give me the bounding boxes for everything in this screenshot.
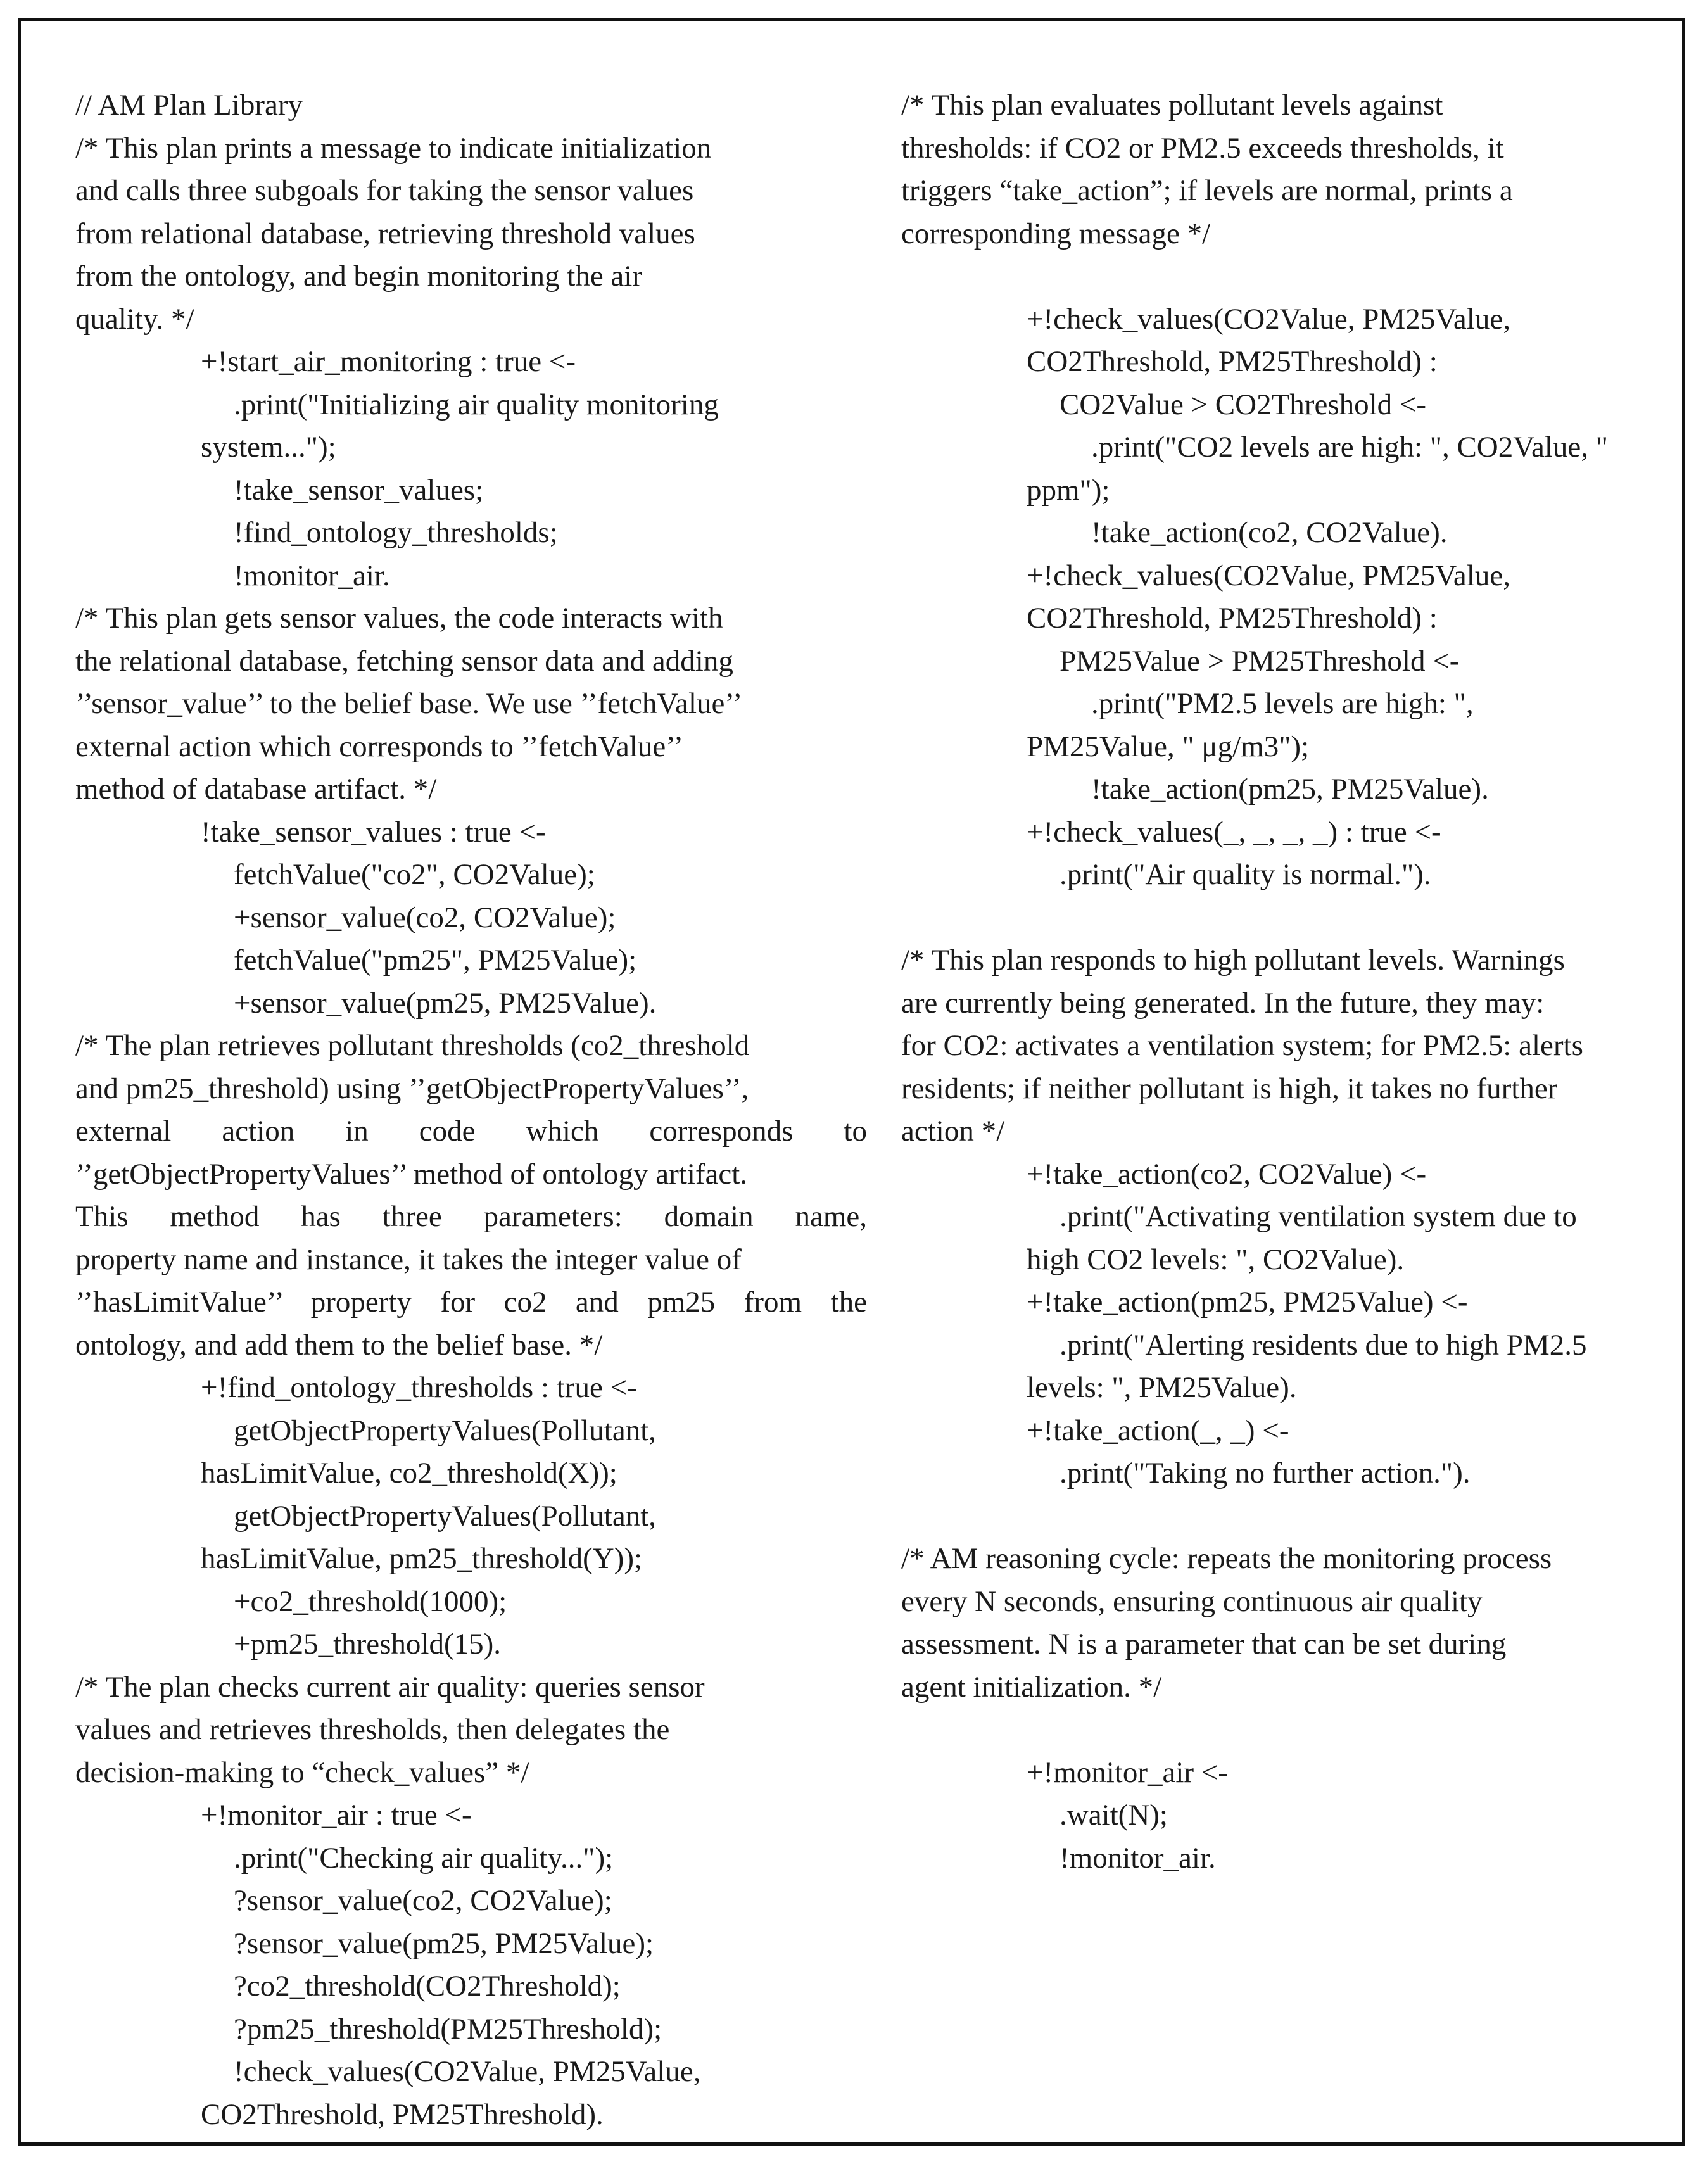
code-line: .print("Air quality is normal.").	[1060, 858, 1431, 891]
code-line: PM25Value, " μg/m3");	[1027, 730, 1310, 763]
code-line: +co2_threshold(1000);	[234, 1585, 507, 1618]
blank-line	[901, 1709, 1693, 1752]
code-line: method of database artifact. */	[75, 773, 437, 806]
code-line: the relational database, fetching sensor data and adding	[75, 644, 733, 678]
code-line: CO2Threshold, PM25Threshold).	[201, 2098, 604, 2131]
code-line: +!check_values(CO2Value, PM25Value,	[1027, 302, 1510, 336]
code-line: and pm25_threshold) using ’’getObjectPropertyValues’’,	[75, 1072, 749, 1105]
code-line: /* This plan evaluates pollutant levels against	[901, 89, 1443, 122]
code-line: /* The plan checks current air quality: queries sensor	[75, 1670, 705, 1704]
code-line: external action which corresponds to ’’fetchValue’’	[75, 730, 684, 763]
code-line: .print("PM2.5 levels are high: ",	[1091, 687, 1474, 720]
code-line: +sensor_value(pm25, PM25Value).	[234, 986, 657, 1020]
code-line: !take_sensor_values : true <-	[201, 815, 546, 849]
code-line: CO2Threshold, PM25Threshold) :	[1027, 602, 1438, 635]
code-line: /* This plan prints a message to indicate initialization	[75, 131, 712, 165]
right-column	[901, 84, 1693, 1880]
code-line: ?sensor_value(pm25, PM25Value);	[234, 1927, 654, 1960]
blank-line	[901, 255, 1693, 298]
code-line: .print("Alerting residents due to high PM2.5	[1060, 1328, 1587, 1362]
code-line: agent initialization. */	[901, 1670, 1162, 1704]
code-line: /* This plan responds to high pollutant levels. Warnings	[901, 944, 1565, 977]
code-line: +sensor_value(co2, CO2Value);	[234, 901, 616, 934]
code-line: +!take_action(_, _) <-	[1027, 1414, 1289, 1447]
code-line: ontology, and add them to the belief base. */	[75, 1328, 603, 1362]
code-line: ’’getObjectPropertyValues’’ method of ontology artifact.	[75, 1157, 748, 1191]
code-line: +!find_ontology_thresholds : true <-	[201, 1371, 637, 1404]
code-line: hasLimitValue, pm25_threshold(Y));	[201, 1542, 643, 1575]
code-line: external action in code which corresponds to	[75, 1115, 867, 1148]
code-line: +!take_action(pm25, PM25Value) <-	[1027, 1286, 1468, 1319]
code-line: CO2Value > CO2Threshold <-	[1060, 388, 1427, 421]
code-line: ?pm25_threshold(PM25Threshold);	[234, 2012, 662, 2046]
code-line: .print("Activating ventilation system due to	[1060, 1200, 1577, 1233]
code-line: +!check_values(CO2Value, PM25Value,	[1027, 559, 1510, 592]
code-line: are currently being generated. In the future, they may:	[901, 986, 1545, 1020]
code-line: thresholds: if CO2 or PM2.5 exceeds thresholds, it	[901, 131, 1504, 165]
code-line: +pm25_threshold(15).	[234, 1628, 502, 1661]
code-line: !find_ontology_thresholds;	[234, 516, 558, 549]
code-line: +!monitor_air <-	[1027, 1756, 1228, 1789]
code-line: CO2Threshold, PM25Threshold) :	[1027, 345, 1438, 378]
code-line: corresponding message */	[901, 217, 1211, 250]
code-line: This method has three parameters: domain name,	[75, 1200, 867, 1233]
left-column	[75, 84, 867, 2136]
code-line: .print("Checking air quality...");	[234, 1841, 614, 1875]
code-line: /* AM reasoning cycle: repeats the monitoring process	[901, 1542, 1552, 1575]
code-line: ?sensor_value(co2, CO2Value);	[234, 1884, 612, 1917]
code-line: fetchValue("pm25", PM25Value);	[234, 944, 637, 977]
code-line: for CO2: activates a ventilation system; for PM2.5: alerts	[901, 1029, 1583, 1062]
code-line: and calls three subgoals for taking the sensor values	[75, 174, 694, 207]
code-line: fetchValue("co2", CO2Value);	[234, 858, 595, 891]
code-line: ’’hasLimitValue’’ property for co2 and pm25 from the	[75, 1286, 867, 1319]
blank-line	[901, 897, 1693, 940]
code-line: high CO2 levels: ", CO2Value).	[1027, 1243, 1405, 1276]
code-line: !take_sensor_values;	[234, 473, 484, 507]
code-line: +!check_values(_, _, _, _) : true <-	[1027, 815, 1441, 849]
code-line: ?co2_threshold(CO2Threshold);	[234, 1970, 621, 2003]
code-line: ’’sensor_value’’ to the belief base. We use ’’fetchValue’’	[75, 687, 743, 720]
code-line: hasLimitValue, co2_threshold(X));	[201, 1457, 617, 1490]
code-line: .print("CO2 levels are high: ", CO2Value, "	[1091, 431, 1608, 464]
blank-line	[901, 1495, 1693, 1538]
code-line: /* The plan retrieves pollutant thresholds (co2_threshold	[75, 1029, 750, 1062]
code-line: levels: ", PM25Value).	[1027, 1371, 1297, 1404]
code-line: getObjectPropertyValues(Pollutant,	[234, 1499, 656, 1533]
code-line: ppm");	[1027, 473, 1110, 507]
code-line: !take_action(pm25, PM25Value).	[1091, 773, 1489, 806]
code-line: getObjectPropertyValues(Pollutant,	[234, 1414, 656, 1447]
code-line: +!start_air_monitoring : true <-	[201, 345, 576, 378]
code-line: from relational database, retrieving threshold values	[75, 217, 695, 250]
code-line: decision-making to “check_values” */	[75, 1756, 529, 1789]
code-line: values and retrieves thresholds, then delegates the	[75, 1713, 670, 1746]
code-line: !take_action(co2, CO2Value).	[1091, 516, 1448, 549]
code-line: property name and instance, it takes the integer value of	[75, 1243, 742, 1276]
code-line: .wait(N);	[1060, 1799, 1168, 1832]
code-line: /* This plan gets sensor values, the code interacts with	[75, 602, 723, 635]
code-line: triggers “take_action”; if levels are normal, prints a	[901, 174, 1513, 207]
code-line: !monitor_air.	[234, 559, 390, 592]
code-line: residents; if neither pollutant is high, it takes no further	[901, 1072, 1558, 1105]
code-line: from the ontology, and begin monitoring the air	[75, 260, 642, 293]
code-line: every N seconds, ensuring continuous air quality	[901, 1585, 1483, 1618]
code-line: system...");	[201, 431, 336, 464]
code-line: quality. */	[75, 302, 194, 336]
code-line: .print("Taking no further action.").	[1060, 1457, 1471, 1490]
code-line: PM25Value > PM25Threshold <-	[1060, 644, 1460, 678]
code-line: !monitor_air.	[1060, 1841, 1216, 1875]
document-frame	[18, 18, 1685, 2146]
code-line: !check_values(CO2Value, PM25Value,	[234, 2055, 701, 2088]
code-line: +!monitor_air : true <-	[201, 1799, 472, 1832]
code-line: assessment. N is a parameter that can be set during	[901, 1628, 1507, 1661]
code-line: action */	[901, 1115, 1005, 1148]
code-line: .print("Initializing air quality monitoring	[234, 388, 719, 421]
code-line: +!take_action(co2, CO2Value) <-	[1027, 1157, 1427, 1191]
code-line: // AM Plan Library	[75, 89, 303, 122]
